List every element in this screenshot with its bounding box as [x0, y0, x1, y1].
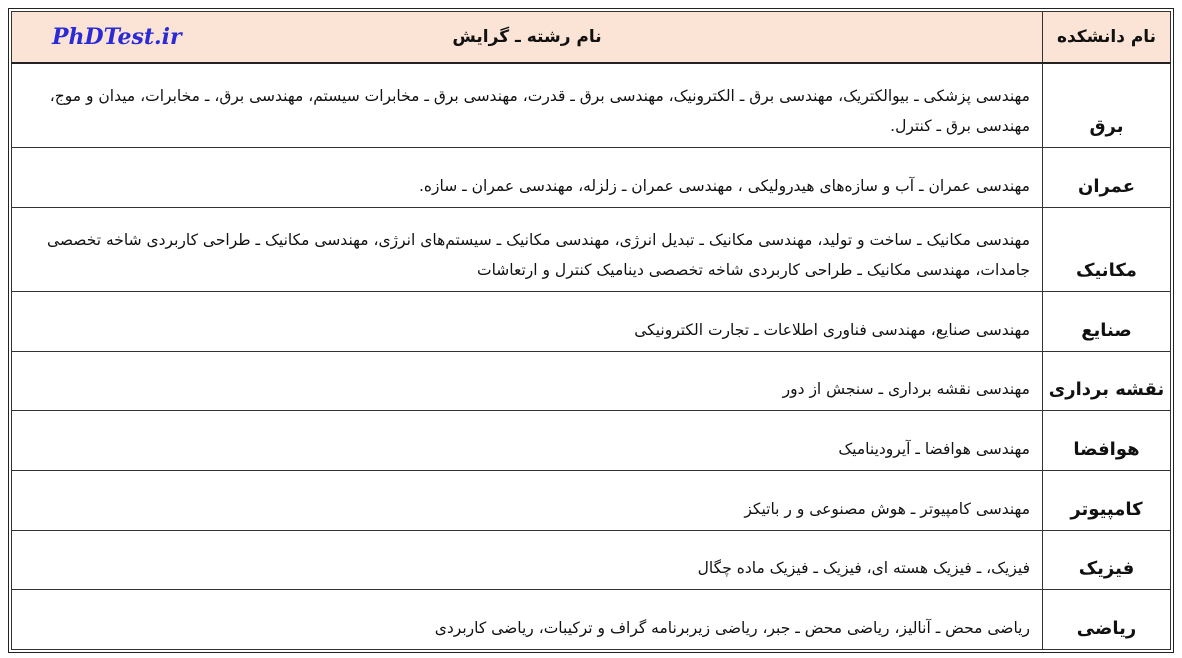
major-list: مهندسی عمران ـ آب و سازه‌های هیدرولیکی ، مهندسی عمران ـ زلزله، مهندسی عمران ـ سازه.: [12, 148, 1043, 208]
table-row: [12, 207, 1171, 292]
faculty-majors-table: [11, 11, 1171, 650]
faculty-name: نقشه برداری: [1043, 351, 1171, 411]
table-row: [12, 351, 1171, 411]
faculty-name: برق: [1043, 63, 1171, 148]
major-list: فیزیک، ـ فیزیک هسته ای، فیزیک ـ فیزیک ماده چگال: [12, 530, 1043, 590]
field-column-header: [12, 12, 1043, 64]
brand-logo-text: PhDTest.ir: [52, 24, 182, 50]
major-list: مهندسی مکانیک ـ ساخت و تولید، مهندسی مکانیک ـ تبدیل انرژی، مهندسی مکانیک ـ سیستم‌های انرژی، مهندسی مکانیک ـ طراحی کاربردی شاخه تخصصی جامدات، مهندسی مکانیک ـ طراحی کاربردی شاخه تخصصی دینامیک کنترل و ارتعاشات: [12, 207, 1043, 292]
table-row: [12, 292, 1171, 352]
table-row: [12, 148, 1171, 208]
field-column-title: نام رشته ـ گرایش: [452, 27, 602, 47]
table-row: [12, 471, 1171, 531]
major-list: مهندسی صنایع، مهندسی فناوری اطلاعات ـ تجارت الکترونیکی: [12, 292, 1043, 352]
faculty-name: ریاضی: [1043, 590, 1171, 650]
table-row: [12, 530, 1171, 590]
table-row: [12, 411, 1171, 471]
major-list: مهندسی پزشکی ـ بیوالکتریک، مهندسی برق ـ الکترونیک، مهندسی برق ـ قدرت، مهندسی برق ـ مخابرات سیستم، مهندسی برق، ـ مخابرات، میدان و موج، مهندسی برق ـ کنترل.: [12, 63, 1043, 148]
faculty-column-header: نام دانشکده: [1043, 12, 1171, 64]
faculty-name: عمران: [1043, 148, 1171, 208]
faculty-name: صنایع: [1043, 292, 1171, 352]
major-list: ریاضی محض ـ آنالیز، ریاضی محض ـ جبر، ریاضی زیربرنامه گراف و ترکیبات، ریاضی کاربردی: [12, 590, 1043, 650]
faculty-name: هوافضا: [1043, 411, 1171, 471]
major-list: مهندسی هوافضا ـ آیرودینامیک: [12, 411, 1043, 471]
faculty-name: مکانیک: [1043, 207, 1171, 292]
table-row: [12, 590, 1171, 650]
major-list: مهندسی کامپیوتر ـ هوش مصنوعی و ر باتیکز: [12, 471, 1043, 531]
faculty-name: کامپیوتر: [1043, 471, 1171, 531]
table-header-row: [12, 12, 1171, 64]
major-list: مهندسی نقشه برداری ـ سنجش از دور: [12, 351, 1043, 411]
table-row: [12, 63, 1171, 148]
faculty-name: فیزیک: [1043, 530, 1171, 590]
